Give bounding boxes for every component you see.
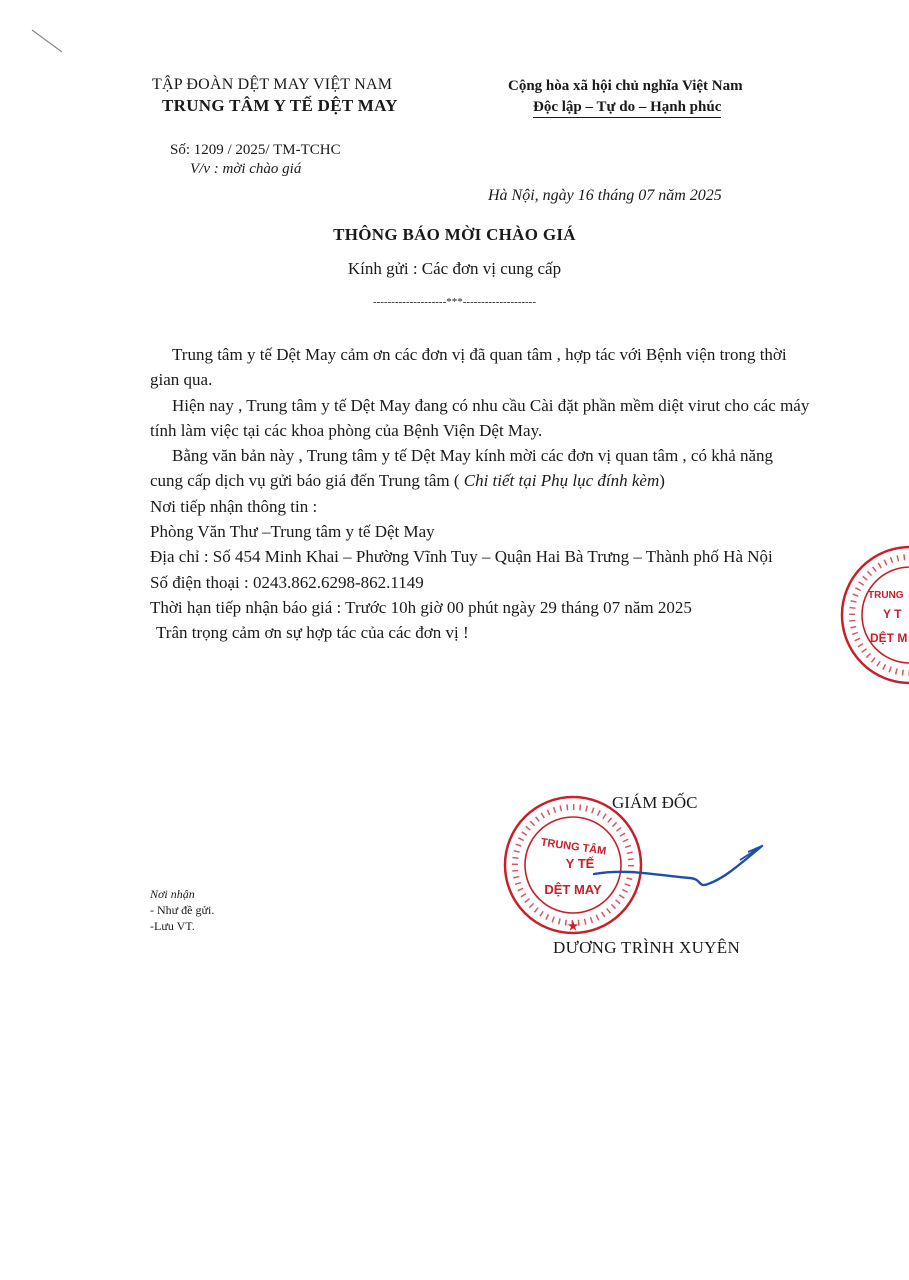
recipients-block <box>150 886 214 934</box>
invitation-text: Bằng văn bản này , Trung tâm y tế Dệt May kính mời các đơn vị quan tâm , có khả năng cung cấp dịch vụ gửi báo giá đến Trung tâm ( <box>150 446 774 491</box>
parent-organization: TẬP ĐOÀN DỆT MAY VIỆT NAM <box>152 76 393 93</box>
paragraph-thanks: Trung tâm y tế Dệt May cảm ơn các đơn vị đã quan tâm , hợp tác với Bệnh viện trong thời gian qua. <box>150 345 787 390</box>
closing-line: Trân trọng cảm ơn sự hợp tác của các đơn vị ! <box>156 623 469 643</box>
organization-name: TRUNG TÂM Y TẾ DỆT MAY <box>162 96 398 115</box>
recipients-label: Nơi nhận <box>150 887 195 901</box>
document-title: THÔNG BÁO MỜI CHÀO GIÁ <box>333 225 576 244</box>
invitation-close: ) <box>659 471 665 491</box>
addressee: Kính gửi : Các đơn vị cung cấp <box>347 259 562 278</box>
divider: --------------------***-------------------- <box>372 296 537 308</box>
signer-title: GIÁM ĐỐC <box>612 793 698 812</box>
signer-name: DƯƠNG TRÌNH XUYÊN <box>553 938 741 957</box>
seal-text-2: Y TẾ <box>565 856 595 871</box>
svg-text:TRUNG: TRUNG <box>868 590 904 601</box>
recipient-item: -Lưu VT. <box>150 919 195 933</box>
national-title: Cộng hòa xã hội chủ nghĩa Việt Nam <box>508 78 743 94</box>
contact-label: Nơi tiếp nhận thông tin : <box>150 496 318 516</box>
contact-address: Địa chỉ : Số 454 Minh Khai – Phường Vĩnh Tuy – Quận Hai Bà Trưng – Thành phố Hà Nội <box>150 547 773 567</box>
appendix-reference: Chi tiết tại Phụ lục đính kèm <box>463 471 660 491</box>
page-corner-mark <box>30 28 70 58</box>
paragraph-need: Hiện nay , Trung tâm y tế Dệt May đang có nhu cầu Cài đặt phần mềm diệt virut cho các máy tính làm việc tại các khoa phòng của Bệnh Viện Dệt May. <box>150 395 810 440</box>
paragraph-invitation <box>150 443 810 494</box>
seal-text-1: TRUNG TÂM <box>539 836 607 858</box>
partial-seal <box>828 540 909 690</box>
document-subject: V/v : mời chào giá <box>190 161 302 177</box>
handwritten-signature <box>590 838 770 898</box>
svg-text:Y T: Y T <box>883 607 902 621</box>
quote-deadline: Thời hạn tiếp nhận báo giá : Trước 10h giờ 00 phút ngày 29 tháng 07 năm 2025 <box>150 597 692 617</box>
seal-text-3: DỆT MAY <box>544 882 602 897</box>
national-motto: Độc lập – Tự do – Hạnh phúc <box>533 99 721 118</box>
contact-phone: Số điện thoại : 0243.862.6298-862.1149 <box>150 572 424 592</box>
document-body <box>150 342 810 646</box>
contact-office: Phòng Văn Thư –Trung tâm y tế Dệt May <box>150 522 435 542</box>
recipient-item: - Như đề gửi. <box>150 903 215 917</box>
svg-text:DỆT M: DỆT M <box>870 631 908 645</box>
issue-date: Hà Nội, ngày 16 tháng 07 năm 2025 <box>488 187 722 204</box>
document-number: Số: 1209 / 2025/ TM-TCHC <box>170 142 341 158</box>
svg-text:★: ★ <box>567 919 579 933</box>
